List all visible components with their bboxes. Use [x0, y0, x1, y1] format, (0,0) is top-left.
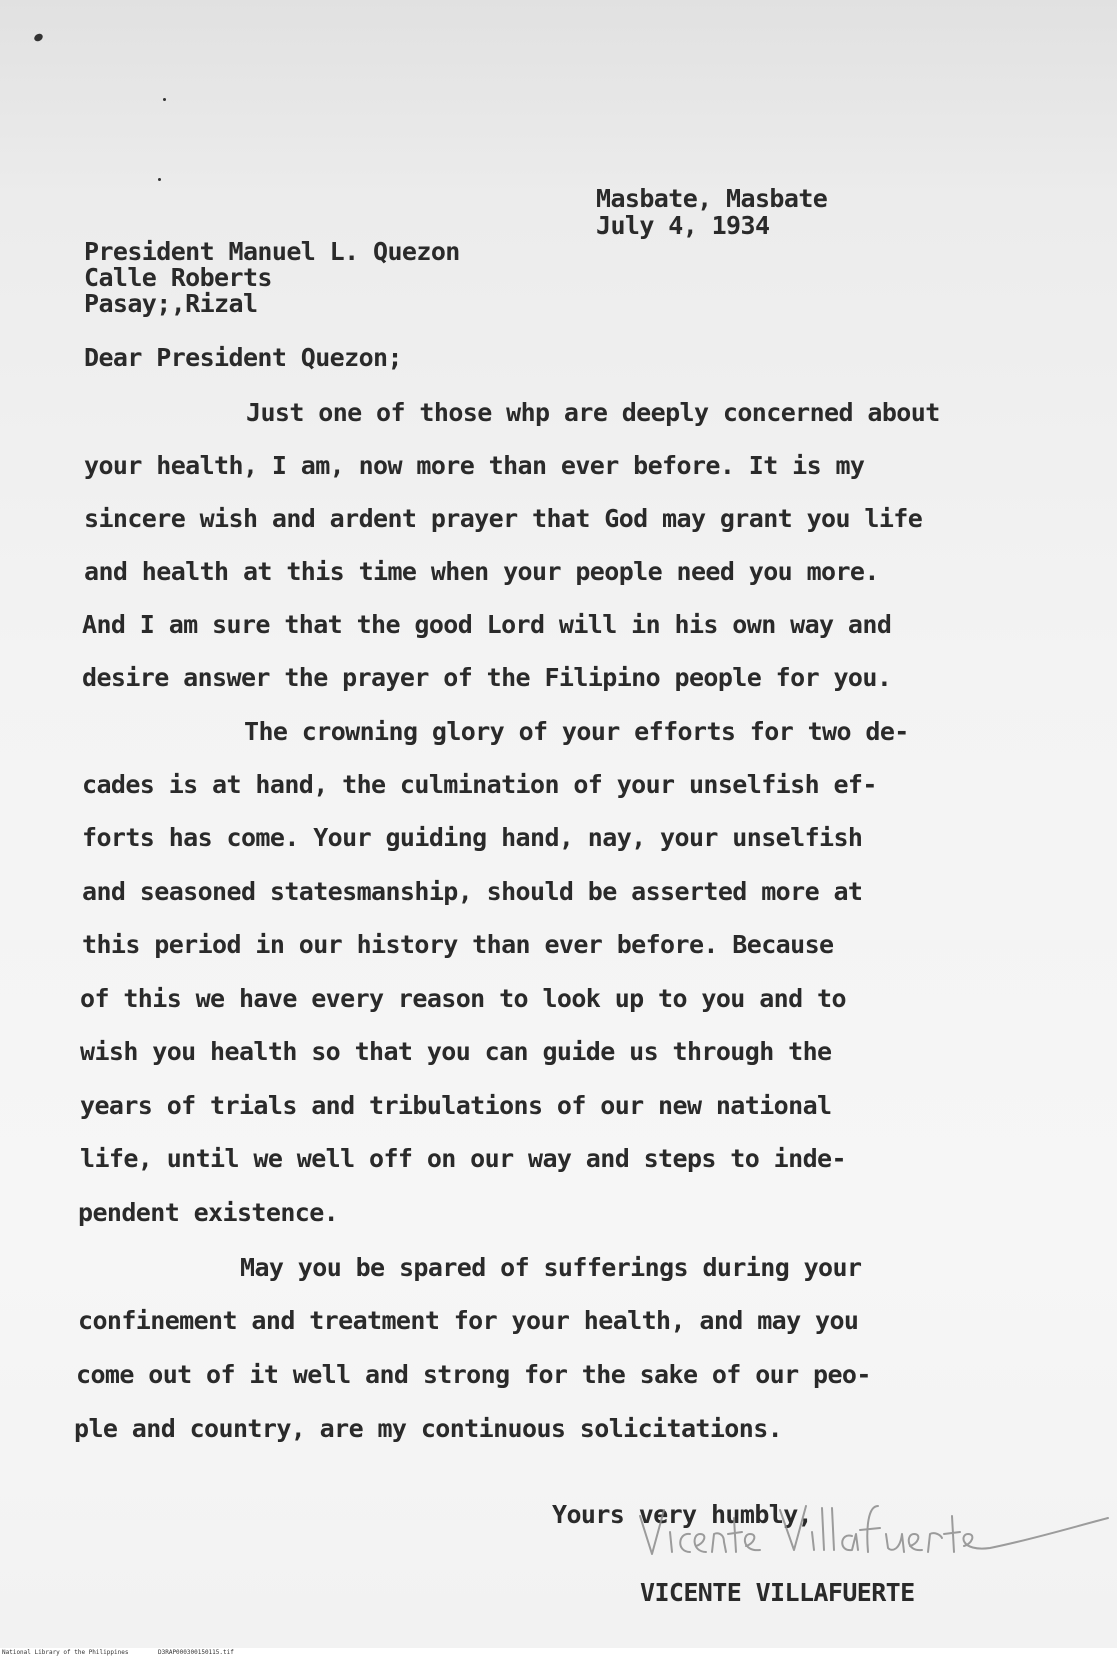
paragraph-2-line: forts has come. Your guiding hand, nay, your unselfish [82, 823, 863, 852]
paragraph-2-line: and seasoned statesmanship, should be asserted more at [82, 877, 863, 906]
paragraph-1-line: desire answer the prayer of the Filipino people for you. [82, 663, 892, 692]
dust-speck [163, 98, 166, 101]
closing: Yours very humbly, [552, 1500, 813, 1529]
letter-place: Masbate, Masbate [596, 184, 828, 213]
paragraph-1-line: and health at this time when your people need you more. [84, 557, 879, 586]
archive-footer [0, 1648, 1117, 1658]
paragraph-3-line: May you be spared of sufferings during your [240, 1253, 862, 1282]
recipient-street: Calle Roberts [84, 263, 272, 292]
paragraph-2-line: life, until we well off on our way and steps to inde- [80, 1144, 846, 1173]
footer-library: National Library of the Philippines [2, 1649, 129, 1656]
paragraph-1-line: your health, I am, now more than ever before. It is my [84, 451, 865, 480]
paragraph-3-line: come out of it well and strong for the sake of our peo- [76, 1360, 871, 1389]
paragraph-2-line: pendent existence. [78, 1198, 339, 1227]
dust-speck [158, 178, 161, 181]
signature-name: VICENTE VILLAFUERTE [640, 1578, 915, 1607]
paragraph-2-line: this period in our history than ever before. Because [82, 930, 834, 959]
paragraph-2-line: cades is at hand, the culmination of your unselfish ef- [82, 770, 877, 799]
paragraph-2-line: of this we have every reason to look up to you and to [80, 984, 846, 1013]
paragraph-3-line: confinement and treatment for your health, and may you [78, 1306, 859, 1335]
ink-mark [33, 32, 44, 43]
paragraph-2-line: wish you health so that you can guide us through the [80, 1037, 832, 1066]
recipient-city: Pasay;,Rizal [84, 289, 258, 318]
letter-date: July 4, 1934 [596, 211, 770, 240]
paragraph-1-line: And I am sure that the good Lord will in his own way and [82, 610, 892, 639]
paragraph-3-line: ple and country, are my continuous solicitations. [74, 1414, 783, 1443]
footer-file-id: D3RAP000300150115.tif [158, 1649, 234, 1656]
handwritten-signature [630, 1488, 1110, 1578]
paragraph-1-line: Just one of those whp are deeply concerned about [246, 398, 940, 427]
paragraph-1-line: sincere wish and ardent prayer that God may grant you life [84, 504, 923, 533]
recipient-name: President Manuel L. Quezon [84, 237, 460, 266]
salutation: Dear President Quezon; [84, 343, 402, 372]
paragraph-2-line: The crowning glory of your efforts for two de- [244, 717, 909, 746]
paragraph-2-line: years of trials and tribulations of our new national [80, 1091, 832, 1120]
